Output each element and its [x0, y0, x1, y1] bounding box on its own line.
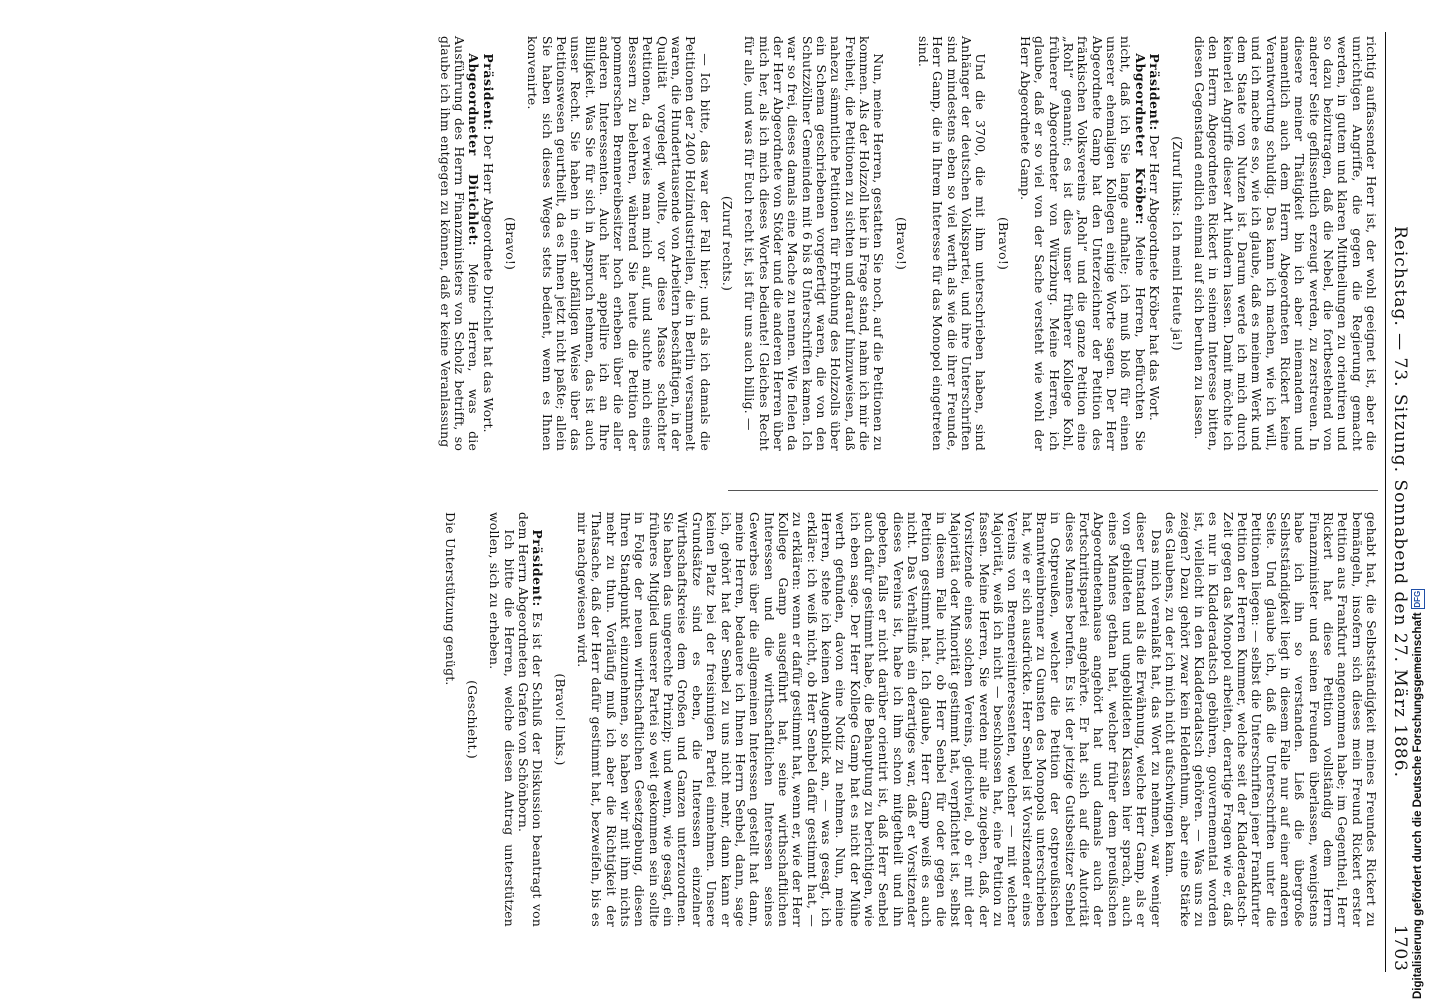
- paragraph: Und die 3700, die mit ihm unterschrieben haben, sind Anhänger der deutschen Volkspartei, und ihre Unterschriften sind mindestens eben so viel werth als wie die ihrer Freunde, Herr Gamp, die in Ihrem Interesse für das Monopol eingetreten sind.: [916, 36, 989, 451]
- paragraph: Ich bitte die Herren, welche diesen Antrag unterstützen wollen, sich zu erheben.: [487, 512, 517, 927]
- paragraph: Nun, meine Herren, gestatten Sie noch, auf die Petitionen zu kommen. Als der Holzzoll hier in Frage stand, nahm ich mir die Freiheit, die Petitionen zu sichten und darauf hinzuweisen, daß nahezu sämmtliche Petitionen für Erhöhung des Holzzolls über ein Schema geschriebenen vorgefertigt waren, die von den Schutzzöllner Gemeinden mit 6 bis 8 Unterschriften kamen. Ich war so frei, dieses damals eine Mache zu nennen. Wie fielen da der Herr Abgeordnete von Stöder und die anderen Herren über mich her, als ich mich dieses Wortes bediente! Gleiches Recht für alle, und was für Euch recht ist, ist für uns auch billig. —: [742, 36, 887, 451]
- speech-text: Es ist der Schluß der Diskussion beantragt von dem Herrn Abgeordneten Grafen von Schönborn.: [516, 512, 546, 927]
- paragraph: — Ich bitte, das war der Fall hier; und als ich damals die Petitionen der 2400 Holzindustriellen, die in Berlin versammelt waren, die Hunderttausende von Arbeitern beschäftigen, in der Qualität vorgelegt wollte, vor diese Masse schlechter Petitionen, da verwies man mich auf, und suchte mich eines Bessern zu belehren, während Sie heute die Petition der pommerschen Brennereibesitzer hoch erheben über die aller anderen Interessenten. Auch hier appellire ich an Ihre Billigkeit. Was Sie für sich in Anspruch nehmen, das ist auch unser Recht. Sie haben in einer abfälligen Weise über das Petitionswesen geurtheilt, da es Ihnen jetzt nicht paßte; allein Sie haben sich dieses Weges stets bedient, wenn es Ihnen konvenirte.: [525, 36, 713, 451]
- dfg-logo: DFG: [1411, 589, 1425, 609]
- speech-text: Meine Herren, befürchten Sie nicht, daß ich Sie lange aufhalte; ich muß bloß für einen unserer ehemaligen Kollegen einige Worte sagen. Der Herr Abgeordnete Gamp hat den Unterzeichner der Petition des fränkischen Volksvereins „Rohl“ und die ganze Petition eine „Rohl“ genannt; es ist dies unser früherer Kollege Kohl, früherer Abgeordneter von Würzburg. Meine Herren, ich glaube, daß er so viel von der Sache versteht wie wohl der Herr Abgeordnete Gamp.: [1018, 36, 1148, 451]
- speech-paragraph: [1147, 36, 1161, 451]
- interjection: (Zuruf rechts.): [719, 195, 735, 292]
- paragraph: Die Unterstützung genügt.: [442, 512, 458, 686]
- page-number: 1703: [1390, 924, 1410, 972]
- header-title: Reichstag. — 73. Sitzung. Sonnabend den 27. März 1886.: [1390, 226, 1410, 778]
- paragraph: Das mich veranlaßt hat, das Wort zu nehmen, war weniger dieser Umstand als die Erwähnung, welche Herr Gamp, als er von gebildeten und ungebildeten Klassen hier sprach, auch eines Mannes gethan hat, welcher früher dem preußischen Abgeordnetenhause angehört hat und damals auch der Fortschrittspartei angehörte. Er hat sich auf die Autorität dieses Mannes berufen. Es ist der jetzige Gutsbesitzer Senbel in Ostpreußen, welcher die Petition der ostpreußischen Branntweinbrenner zu Gunsten des Monopols unterschrieben hat, wie er sich ausdrückte. Herr Senbel ist Vorsitzender eines Vereins von Brennereiinteressenten, welcher — mit welcher Majorität, weiß ich nicht — beschlossen hat, eine Petition zu fassen. Meine Herren, Sie werden mir alle zugeben, daß, der Vorsitzende eines solchen Vereins, gleichviel, ob er mit der Majorität oder Minorität gestimmt hat, verpflichtet ist, selbst in diesem Falle nicht, ob Herr Senbel für oder gegen die Petition gestimmt hat. Ich glaube, Herr Gamp weiß es auch nicht. Das Verhältniß ein derartiges war, daß er Vorsitzender dieses Vereins ist, habe ich ihm schon mitgetheilt und ihn gebeten, falls er nicht darüber orientirt ist, daß Herr Senbel auch dafür gestimmt habe, die Behauptung zu berichtigen, wie ich eben sage. Der Herr Kollege Gamp hat es nicht der Mühe werth gefunden, davon eine Notiz zu nehmen. Nun, meine Herren, stehe ich keinen Augenblick an, — was gesagt, ich erkläre: ich weiß nicht, ob Herr Senbel dafür gestimmt hat, — zu erklären: wenn er dafür gestimmt hat, wenn er, wie der Herr Kollege Gamp ausgeführt hat, seine wirthschaftlichen Interessen und die wirthschaftlichen Interessen seines Gewerbes über die allgemeinen Interessen gestellt hat dann, meine Herren, bedauere ich Ihnen Herrn Senbel, dann, sage ich, gehört hat der Senbel zu uns nicht mehr, dann kann er keinen Platz bei der freisinnigen Partei einnehmen. Unsere Grundsätze sind es eben, die Interessen einzelner Wirthschaftskreise dem Großen und Ganzen unterzuordnen. Sie haben das ungerechte Prinzip; und wenn, wie gesagt, ein früheres Mitglied unserer Partei so weit gekommen sein sollte in Folge der neuen wirthschaftlichen Gesetzgebung, diesen Ihren Standpunkt einzunehmen, so haben wir mit ihm nichts mehr zu thun. Vorläufig muß ich aber die Richtigkeit der Thatsache, daß der Herr dafür gestimmt hat, bezweifeln, bis es mir nachgewiesen wird.: [575, 512, 1164, 927]
- paragraph: gehabt hat, die Selbstständigkeit meines Freundes Rickert zu bemängeln, insofern sich dieses mein Freund Rickert erster Petition aus Frankfurt angenommen habe; im Gegentheil, Herr Rickert hat diese Petition vollständig dem Herrn Finanzminister und seinen Freunden überlassen, wenigstens habe ich ihn so verstanden. Ließ die übergroße Selbstständigkeit liegt in diesem Falle nur auf einer anderen Seite. Und glaube ich, daß die Unterschriften unter die Petitionen liegen: — selbst die Unterschriften jener Frankfurter Petition der Herren Kummer, welche seit der Kladderadatsch-Zeit gegen das Monopol arbeiten, derartige Fragen wie er, daß es nur in Kladderadatsch gebühren, gouvernemental worden ist, vielleicht in den Kladderadatsch gehören. — Was uns zu zeigen? Dazu gehört zwar kein Heldenthum, aber eine Stärke des Glaubens, zu der ich mich nicht aufschwingen kann.: [1163, 512, 1379, 927]
- speaker-name: Präsident:: [480, 53, 496, 131]
- speech-text: Meine Herren, was die Ausführung des Herrn Finanzministers von Scholz betrifft, so glaube ich ihm entgegen zu können, daß er keine Veranlassung: [437, 36, 482, 451]
- interjection: (Geschieht.): [465, 680, 481, 759]
- digitization-note: Digitalisierung gefördert durch die Deutsche Forschungsgemeinschaft: [1412, 612, 1424, 999]
- speech-text: Der Herr Abgeordnete Dirichlet hat das Wort.: [480, 134, 496, 433]
- speaker-name: Präsident:: [1147, 53, 1163, 131]
- paragraph: richtig auffassender Herr ist, der wohl geeignet ist, aber die unrichtigen Angriffe, die gegen die Regierung gemacht werden, in gutem und klaren Mittheilungen zu orientiren und so dazu beizutragen, daß die Nebel, die fortbestehend von anderer Seite geflissentlich erzeugt werden, zu zerstreuen. In diesere meiner Thätigkeit bin ich aber niemandem und namentlich auch dem Herrn Abgeordneten Rickert keine Verantwortung schuldig. Das kann ich machen, wie ich will, und ich mache es so, wie ich glaube, daß es meinem Werk und dem Staate von Nutzen ist. Darum werde ich mich durch keinerlei Angriffe dieser Art hindern lassen. Damit möchte ich den Herrn Abgeordneten Rickert in seinem Interesse bitten, diesen Gegenstand endlich einmal auf sich beruhen zu lassen.: [1191, 36, 1379, 451]
- speech-paragraph: [516, 512, 545, 927]
- speaker-name: Abgeordneter Kröber:: [1132, 53, 1148, 225]
- column-divider: [728, 490, 1378, 491]
- speaker-name: Präsident:: [530, 529, 546, 607]
- left-column: [437, 36, 1378, 451]
- digitization-footer: [1409, 0, 1427, 999]
- speech-paragraph: [480, 36, 494, 451]
- interjection: (Bravo!): [995, 216, 1011, 271]
- speech-paragraph: [437, 36, 480, 451]
- interjection: (Bravo!): [503, 216, 519, 271]
- speaker-name: Abgeordneter Dirichlet:: [466, 53, 482, 247]
- speech-text: Der Herr Abgeordnete Kröber hat das Wort.: [1147, 134, 1163, 422]
- interjection: (Zuruf links: Ich meinl Heute ja!): [1169, 136, 1185, 351]
- interjection: (Bravo! links.): [552, 673, 568, 766]
- interjection: (Bravo!): [893, 216, 909, 271]
- right-column: [442, 512, 1378, 927]
- speech-paragraph: [1018, 36, 1147, 451]
